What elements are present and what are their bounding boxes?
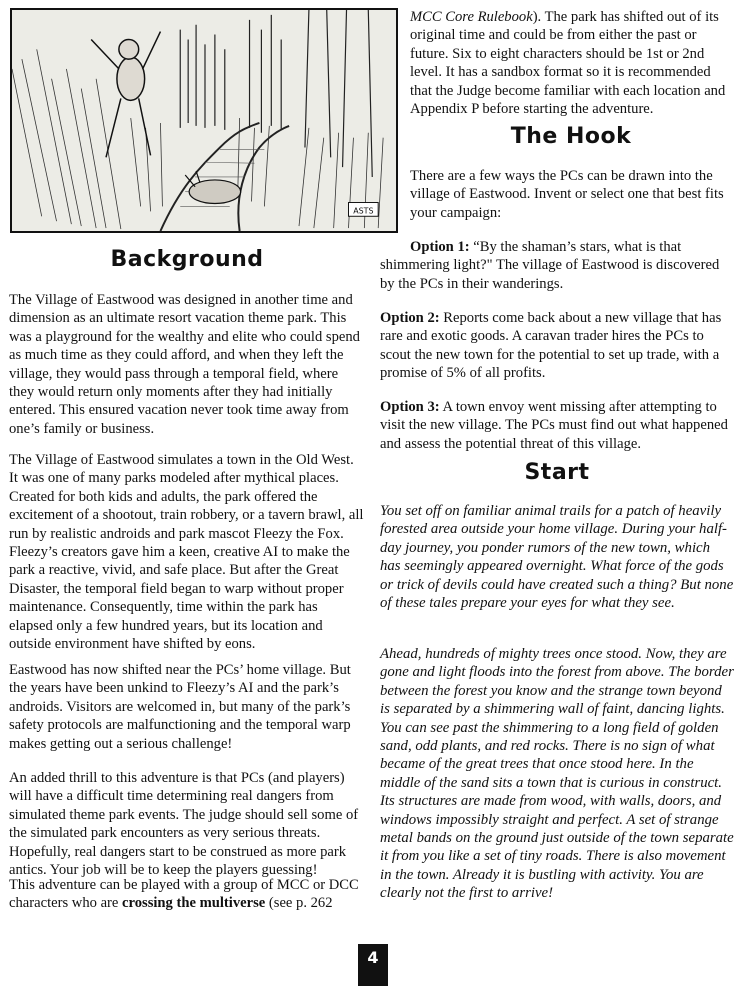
option-1-text: “By the shaman’s stars, what is that shimmering light?" The village of Eastwood is discovered by the PCs in their wanderings.	[380, 239, 720, 292]
artist-signature: ASTS	[353, 206, 374, 216]
hook-intro: There are a few ways the PCs can be drawn into the village of Eastwood. Invent or select one that best fits your campaign:	[410, 168, 724, 221]
crossing-intro-text: This adventure can be played with a group of MCC or DCC characters who are	[9, 877, 359, 912]
hook-option-1	[380, 238, 734, 293]
start-paragraph-1: You set off on familiar animal trails for a patch of heavily forested area outside your home village. During your half-day journey, you ponder rumors of the new town, which has seemingly appeared overnight. What force of the gods or trick of devils could have created such a thing? But none of these tales prepare your eyes for what they see.	[380, 503, 734, 612]
hook-option-2	[380, 309, 734, 383]
rulebook-title: MCC Core Rulebook	[410, 9, 533, 25]
background-paragraph-4: An added thrill to this adventure is that PCs (and players) will have a difficult time determining real dangers from simulated theme park events. The judge should sell some of the simulated park encounters as very serious threats. Hopefully, real dangers start to be construed as more park antics. Your job will be to keep the players guessing!	[9, 770, 359, 879]
hook-option-3	[380, 398, 734, 453]
intro-paragraph	[410, 8, 732, 118]
background-paragraph-5	[9, 876, 365, 913]
start-paragraph-2: Ahead, hundreds of mighty trees once stood. Now, they are gone and light floods into the forest from above. The border between the forest you know and the strange town beyond is separated by a shimmering wall of faint, dancing lights. You can see past the shimmering to a long field of golden sand, odd plants, and red rocks. There is no sign of what became of the great trees that once stood here. In the middle of the sand sits a town that is curious in construct. Its structures are made from wood, with walls, doors, and windows impossibly straight and perfect. A set of strange metal bands on the ground just outside of the town separate it from you like a set of tiny roads. There is also movement in the town. Already it is bustling with activity. You are clearly not the first to arrive!	[380, 646, 734, 902]
background-paragraph-3: Eastwood has now shifted near the PCs’ home village. But the years have been unkind to Fleezy’s AI and the park’s androids. Visitors are welcomed in, but many of the park’s safety protocols are malfunctioning and the temporal warp makes getting out a serious challenge!	[9, 662, 351, 752]
background-heading: Background	[110, 247, 264, 272]
background-paragraph-1: The Village of Eastwood was designed in another time and dimension as an ultimate resort vacation theme park. This was a playground for the wealthy and elite who could spend as much time as they could afford, and when they left the village, they would pass through a temporal field, where they would return only moments after they had initially entered. This ensured vacation never took time away from one’s family or business.	[9, 292, 360, 437]
option-1-label: Option 1:	[410, 239, 470, 255]
background-paragraph-2: The Village of Eastwood simulates a town in the Old West. It was one of many parks modeled after mythical places. Created for both kids and adults, the park offered the excitement of a shootout, train robbery, or a tavern brawl, all run by realistic androids and park mascot Fleezy the Fox. Fleezy’s creators gave him a keen, creative AI to make the park a reactive, vivid, and safe place. But after the Great Disaster, the temporal field began to warp without proper maintenance. Consequently, time within the park has elapsed only a few hundred years, but its location and outside environment have shifted by eons.	[9, 452, 364, 653]
option-3-label: Option 3:	[380, 399, 440, 415]
crossing-the-multiverse-term: crossing the multiverse	[122, 895, 266, 912]
page-number: 4	[358, 944, 388, 986]
option-3-text: A town envoy went missing after attempting to visit the new village. The PCs must find out what happened and assess the potential threat of this village.	[380, 399, 728, 452]
forest-illustration	[10, 8, 398, 233]
hook-heading: The Hook	[510, 124, 632, 149]
option-2-text: Reports come back about a new village that has rare and exotic goods. A caravan trader hires the PCs to scout the new town for the potential to set up trade, with a promise of 5% of all profits.	[380, 310, 722, 382]
forest-drawing	[12, 10, 396, 231]
option-2-label: Option 2:	[380, 310, 440, 326]
crossing-page-ref: (see p. 262	[265, 895, 333, 912]
start-heading: Start	[524, 460, 590, 485]
intro-text: ). The park has shifted out of its original time and could be from either the past or future. Six to eight characters should be 1st or 2nd level. It has a sandbox format so it is recommended that the Judge become familiar with each location and Appendix P before starting the adventure.	[410, 9, 726, 118]
